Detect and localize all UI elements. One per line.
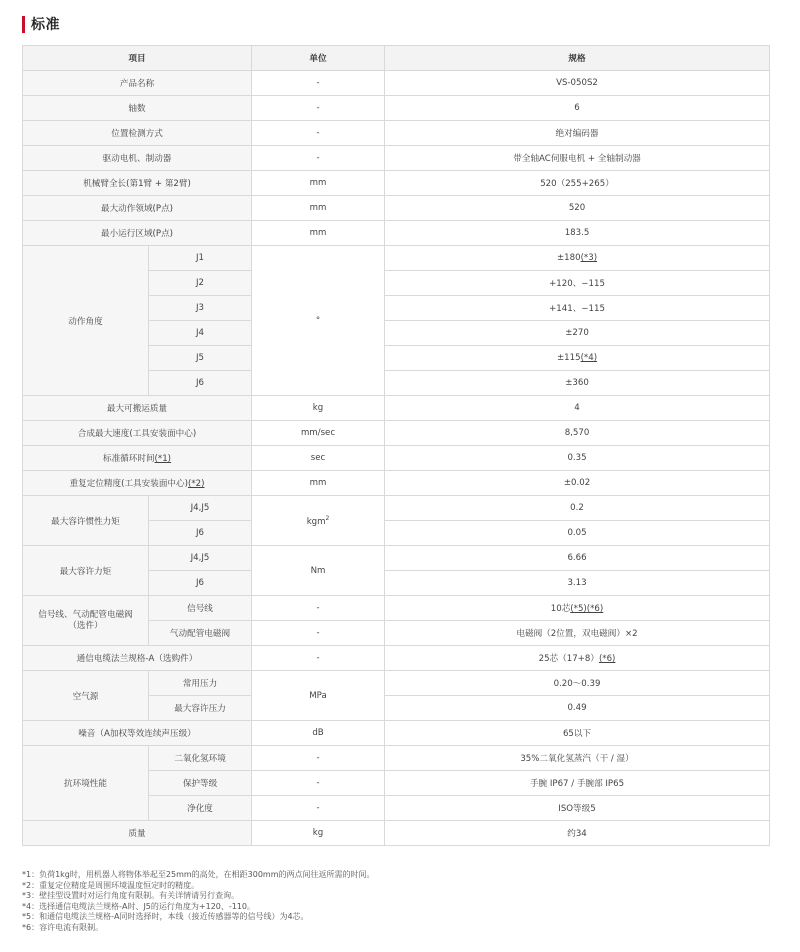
table-row xyxy=(23,821,770,846)
row-unit: - xyxy=(252,796,385,821)
row-unit: sec xyxy=(252,446,385,471)
row-label: 最大容许力矩 xyxy=(23,546,149,596)
sub-label: 常用压力 xyxy=(149,671,252,696)
table-row xyxy=(23,96,770,121)
row-value xyxy=(385,246,770,271)
row-value xyxy=(385,646,770,671)
row-unit: mm xyxy=(252,221,385,246)
row-label: 驱动电机、制动器 xyxy=(23,146,252,171)
note-link[interactable]: (*6) xyxy=(586,604,604,614)
sub-label: J5 xyxy=(149,346,252,371)
table-row xyxy=(23,446,770,471)
table-row xyxy=(23,71,770,96)
row-value: ±360 xyxy=(385,371,770,396)
row-unit: - xyxy=(252,596,385,621)
sub-label: J6 xyxy=(149,521,252,546)
row-value: 520 xyxy=(385,196,770,221)
footnote: *4：选择通信电缆法兰规格-A时、J5的运行角度为+120、-110。 xyxy=(22,901,256,911)
row-unit: - xyxy=(252,96,385,121)
table-row xyxy=(23,546,770,571)
row-value: 0.35 xyxy=(385,446,770,471)
row-label: 最大可搬运质量 xyxy=(23,396,252,421)
sub-label: 二氧化氢环境 xyxy=(149,746,252,771)
sub-label: J4,J5 xyxy=(149,546,252,571)
row-label xyxy=(23,596,149,646)
unit-superscript: 2 xyxy=(325,514,330,522)
row-unit: kg xyxy=(252,821,385,846)
row-unit: - xyxy=(252,146,385,171)
row-value: 电磁阀（2位置，双电磁阀）×2 xyxy=(385,621,770,646)
row-value xyxy=(385,346,770,371)
sub-label: J1 xyxy=(149,246,252,271)
table-row xyxy=(23,671,770,696)
row-unit: - xyxy=(252,121,385,146)
row-value: 35%二氧化氢蒸汽（干 / 湿） xyxy=(385,746,770,771)
unit-text: kgm xyxy=(306,516,326,527)
table-row xyxy=(23,646,770,671)
table-row xyxy=(23,396,770,421)
sub-label: J2 xyxy=(149,271,252,296)
footnotes xyxy=(22,870,375,934)
row-unit: dB xyxy=(252,721,385,746)
header-spec: 规格 xyxy=(385,46,770,71)
row-label xyxy=(23,471,252,496)
row-unit: mm xyxy=(252,471,385,496)
row-value: 0.49 xyxy=(385,696,770,721)
sub-label: 信号线 xyxy=(149,596,252,621)
row-value: ±0.02 xyxy=(385,471,770,496)
row-label: 位置检测方式 xyxy=(23,121,252,146)
footnote: *6：容许电流有限制。 xyxy=(22,922,104,932)
heading-text: 标准 xyxy=(31,17,60,33)
row-value: 0.20～0.39 xyxy=(385,671,770,696)
value-text: 10芯 xyxy=(550,604,571,614)
footnote: *1：负荷1kg时，用机器人将物体举起至25mm的高处，在相距300mm的两点间往返所需的时间。 xyxy=(22,870,375,879)
row-label: 机械臂全长(第1臂 + 第2臂) xyxy=(23,171,252,196)
row-unit: mm xyxy=(252,171,385,196)
note-link[interactable]: (*6) xyxy=(598,654,616,664)
row-unit: - xyxy=(252,621,385,646)
sub-label: J4 xyxy=(149,321,252,346)
table-row xyxy=(23,746,770,771)
row-value: 65以下 xyxy=(385,721,770,746)
table-row xyxy=(23,171,770,196)
row-label: 动作角度 xyxy=(23,246,149,396)
row-value: 8,570 xyxy=(385,421,770,446)
sub-label: J6 xyxy=(149,371,252,396)
sub-label: 保护等级 xyxy=(149,771,252,796)
row-value: +141、−115 xyxy=(385,296,770,321)
table-row xyxy=(23,471,770,496)
sub-label: 最大容许压力 xyxy=(149,696,252,721)
row-label: 抗环境性能 xyxy=(23,746,149,821)
row-value: 6.66 xyxy=(385,546,770,571)
row-unit: kg xyxy=(252,396,385,421)
row-unit: MPa xyxy=(252,671,385,721)
footnote: *5：和通信电缆法兰规格-A同时选择时，本线（接近传感器等的信号线）为4芯。 xyxy=(22,912,309,922)
row-value: 0.05 xyxy=(385,521,770,546)
sub-label: 净化度 xyxy=(149,796,252,821)
table-row xyxy=(23,221,770,246)
row-unit: - xyxy=(252,746,385,771)
row-value: ISO等级5 xyxy=(385,796,770,821)
table-row xyxy=(23,421,770,446)
row-value: +120、−115 xyxy=(385,271,770,296)
row-label: 最大动作领域(P点) xyxy=(23,196,252,221)
table-row xyxy=(23,246,770,271)
row-label: 通信电缆法兰规格-A（选购件） xyxy=(23,646,252,671)
label-text: 重复定位精度(工具安装面中心) xyxy=(69,479,188,489)
row-label: 合成最大速度(工具安装面中心) xyxy=(23,421,252,446)
table-row xyxy=(23,146,770,171)
row-value: 520（255+265） xyxy=(385,171,770,196)
row-unit: - xyxy=(252,646,385,671)
row-unit: Nm xyxy=(252,546,385,596)
table-row xyxy=(23,196,770,221)
note-link[interactable]: (*3) xyxy=(580,253,598,263)
row-label: 最大容许惯性力矩 xyxy=(23,496,149,546)
value-text: 25芯（17+8） xyxy=(538,654,599,664)
row-value: 绝对编码器 xyxy=(385,121,770,146)
row-value: 约34 xyxy=(385,821,770,846)
note-link[interactable]: (*2) xyxy=(187,479,205,489)
header-item: 项目 xyxy=(23,46,252,71)
row-value: 0.2 xyxy=(385,496,770,521)
footnote: *3：壁挂型设置时对运行角度有限制。有关详情请另行查询。 xyxy=(22,891,240,901)
row-value: 手腕 IP67 / 手腕部 IP65 xyxy=(385,771,770,796)
row-unit: mm xyxy=(252,196,385,221)
table-header-row xyxy=(23,46,770,71)
row-unit xyxy=(252,496,385,546)
value-text: ±115 xyxy=(556,353,581,363)
sub-label: J3 xyxy=(149,296,252,321)
row-unit: - xyxy=(252,71,385,96)
section-heading xyxy=(22,14,60,34)
row-label: 轴数 xyxy=(23,96,252,121)
sub-label: J4,J5 xyxy=(149,496,252,521)
row-label xyxy=(23,446,252,471)
spec-table xyxy=(22,45,770,846)
row-value xyxy=(385,596,770,621)
row-value: 带全轴AC伺服电机 + 全轴制动器 xyxy=(385,146,770,171)
heading-accent-bar xyxy=(22,16,25,33)
row-value: 3.13 xyxy=(385,571,770,596)
row-unit: ° xyxy=(252,246,385,396)
label-text-option: （选件） xyxy=(68,620,103,631)
value-text: ±180 xyxy=(556,253,581,263)
row-label: 产品名称 xyxy=(23,71,252,96)
table-row xyxy=(23,721,770,746)
row-label: 噪音（A加权等效连续声压级） xyxy=(23,721,252,746)
note-link[interactable]: (*5) xyxy=(570,604,587,614)
row-label: 最小运行区域(P点) xyxy=(23,221,252,246)
row-value: 4 xyxy=(385,396,770,421)
row-label: 质量 xyxy=(23,821,252,846)
label-text: 标准循环时间 xyxy=(102,454,155,464)
row-value: ±270 xyxy=(385,321,770,346)
row-value: 183.5 xyxy=(385,221,770,246)
table-row xyxy=(23,121,770,146)
sub-label: J6 xyxy=(149,571,252,596)
note-link[interactable]: (*4) xyxy=(580,353,598,363)
row-unit: - xyxy=(252,771,385,796)
row-label: 空气源 xyxy=(23,671,149,721)
label-text: 信号线、气动配管电磁阀 xyxy=(38,609,133,620)
table-row xyxy=(23,596,770,621)
header-unit: 单位 xyxy=(252,46,385,71)
row-unit: mm/sec xyxy=(252,421,385,446)
table-row xyxy=(23,496,770,521)
row-value: 6 xyxy=(385,96,770,121)
row-value: VS-050S2 xyxy=(385,71,770,96)
note-link[interactable]: (*1) xyxy=(154,454,172,464)
sub-label: 气动配管电磁阀 xyxy=(149,621,252,646)
footnote: *2：重复定位精度是周围环境温度恒定时的精度。 xyxy=(22,880,200,890)
